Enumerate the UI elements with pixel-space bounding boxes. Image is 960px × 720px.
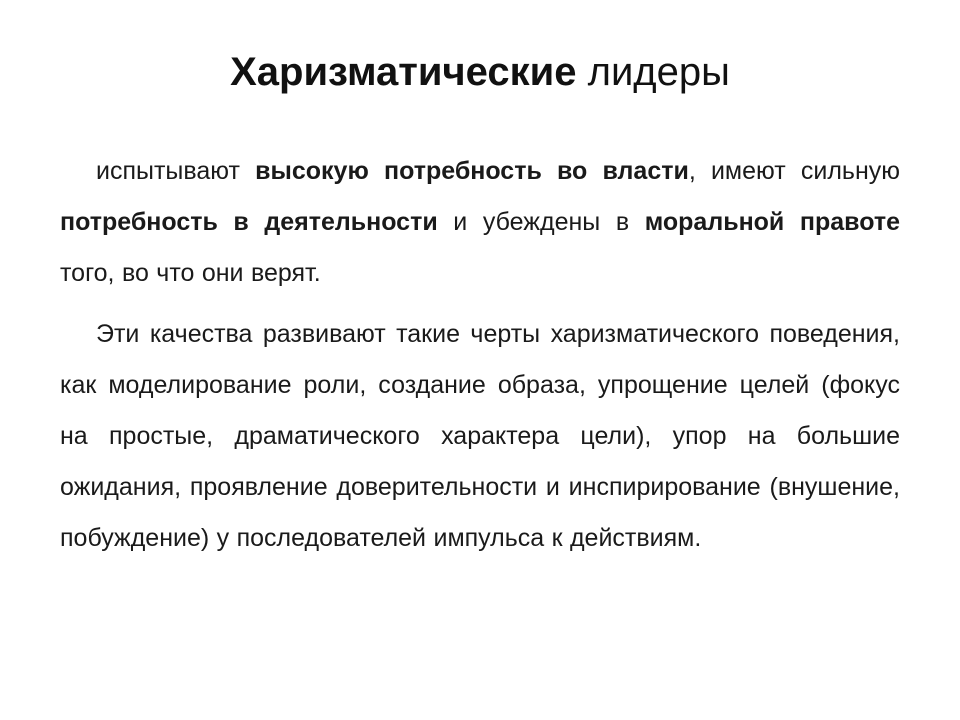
paragraph-text: , имеют сильную bbox=[688, 157, 900, 185]
paragraph-text: и убеждены в bbox=[437, 208, 645, 236]
slide-title-regular: лидеры bbox=[587, 50, 730, 94]
slide-body bbox=[60, 146, 900, 574]
emphasis-text: потребность в деятельности bbox=[60, 208, 438, 236]
slide-title-bold: Харизматические bbox=[230, 50, 577, 94]
emphasis-text: моральной правоте bbox=[644, 208, 900, 236]
slide-title bbox=[0, 44, 960, 100]
paragraph-text: того, во что они верят. bbox=[60, 259, 321, 287]
emphasis-text: высокую потребность во власти bbox=[255, 157, 689, 185]
paragraph-text: испытывают bbox=[96, 157, 256, 185]
paragraph-2 bbox=[60, 309, 900, 564]
paragraph-1 bbox=[60, 146, 900, 299]
paragraph-text: Эти качества развивают такие черты харизматического поведения, как моделирование роли, создание образа, упрощение целей (фокус на простые, драматического характера цели), упор на большие ожидания, проявление доверительности и инспирирование (внушение, побуждение) у последователей импульса к действиям. bbox=[60, 320, 900, 552]
